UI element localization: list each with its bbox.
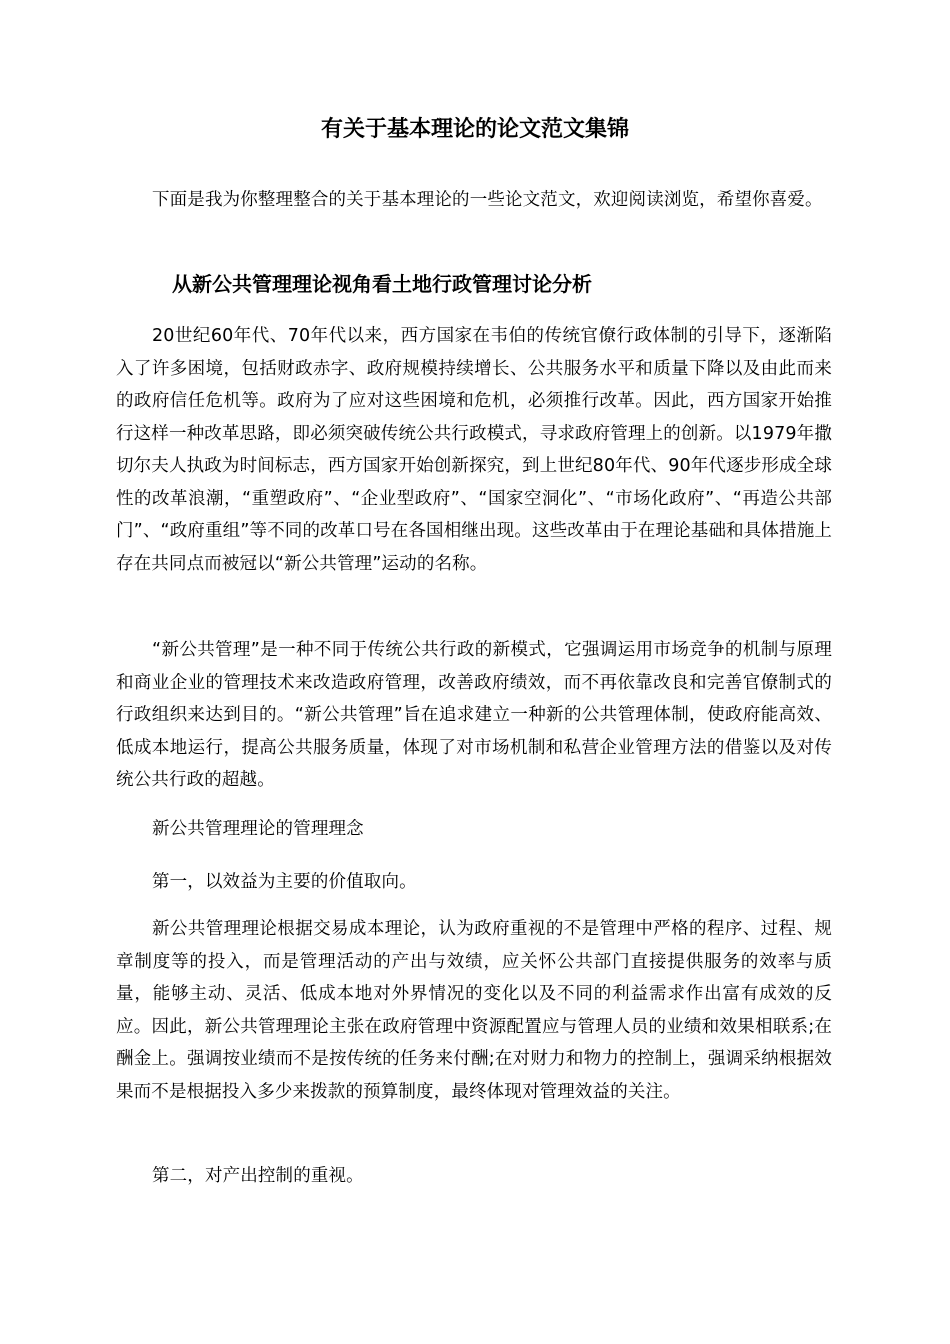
body-paragraph: “新公共管理”是一种不同于传统公共行政的新模式，它强调运用市场竞争的机制与原理和商业企业的管理技术来改造政府管理，改善政府绩效，而不再依靠改良和完善官僚制式的行政组织来达到目的。“新公共管理”旨在追求建立一种新的公共管理体制，使政府能高效、低成本地运行，提高公共服务质量，体现了对市场机制和私营企业管理方法的借鉴以及对传统公共行政的超越。 bbox=[116, 640, 832, 790]
subheading-paragraph: 新公共管理理论的管理理念 bbox=[152, 819, 364, 839]
body-paragraph: 新公共管理理论根据交易成本理论，认为政府重视的不是管理中严格的程序、过程、规章制度等的投入，而是管理活动的产出与效绩，应关怀公共部门直接提供服务的效率与质量，能够主动、灵活、低成本地对外界情况的变化以及不同的利益需求作出富有成效的反应。因此，新公共管理理论主张在政府管理中资源配置应与管理人员的业绩和效果相联系;在酬金上。强调按业绩而不是按传统的任务来付酬;在对财力和物力的控制上，强调采纳根据效果而不是根据投入多少来拨款的预算制度，最终体现对管理效益的关注。 bbox=[116, 919, 832, 1102]
intro-paragraph: 下面是我为你整理整合的关于基本理论的一些论文范文，欢迎阅读浏览，希望你喜爱。 bbox=[152, 190, 823, 210]
section-heading: 从新公共管理理论视角看土地行政管理讨论分析 bbox=[172, 272, 592, 296]
point-heading: 第一，以效益为主要的价值取向。 bbox=[152, 872, 417, 892]
body-paragraph: 20世纪60年代、70年代以来，西方国家在韦伯的传统官僚行政体制的引导下，逐渐陷入了许多困境，包括财政赤字、政府规模持续增长、公共服务水平和质量下降以及由此而来的政府信任危机等。政府为了应对这些困境和危机，必须推行改革。因此，西方国家开始推行这样一种改革思路，即必须突破传统公共行政模式，寻求政府管理上的创新。以1979年撒切尔夫人执政为时间标志，西方国家开始创新探究，到上世纪80年代、90年代逐步形成全球性的改革浪潮，“重塑政府”、“企业型政府”、“国家空洞化”、“市场化政府”、“再造公共部门”、“政府重组”等不同的改革口号在各国相继出现。这些改革由于在理论基础和具体措施上存在共同点而被冠以“新公共管理”运动的名称。 bbox=[116, 326, 832, 574]
point-heading: 第二，对产出控制的重视。 bbox=[152, 1166, 364, 1186]
document-title: 有关于基本理论的论文范文集锦 bbox=[320, 117, 629, 142]
